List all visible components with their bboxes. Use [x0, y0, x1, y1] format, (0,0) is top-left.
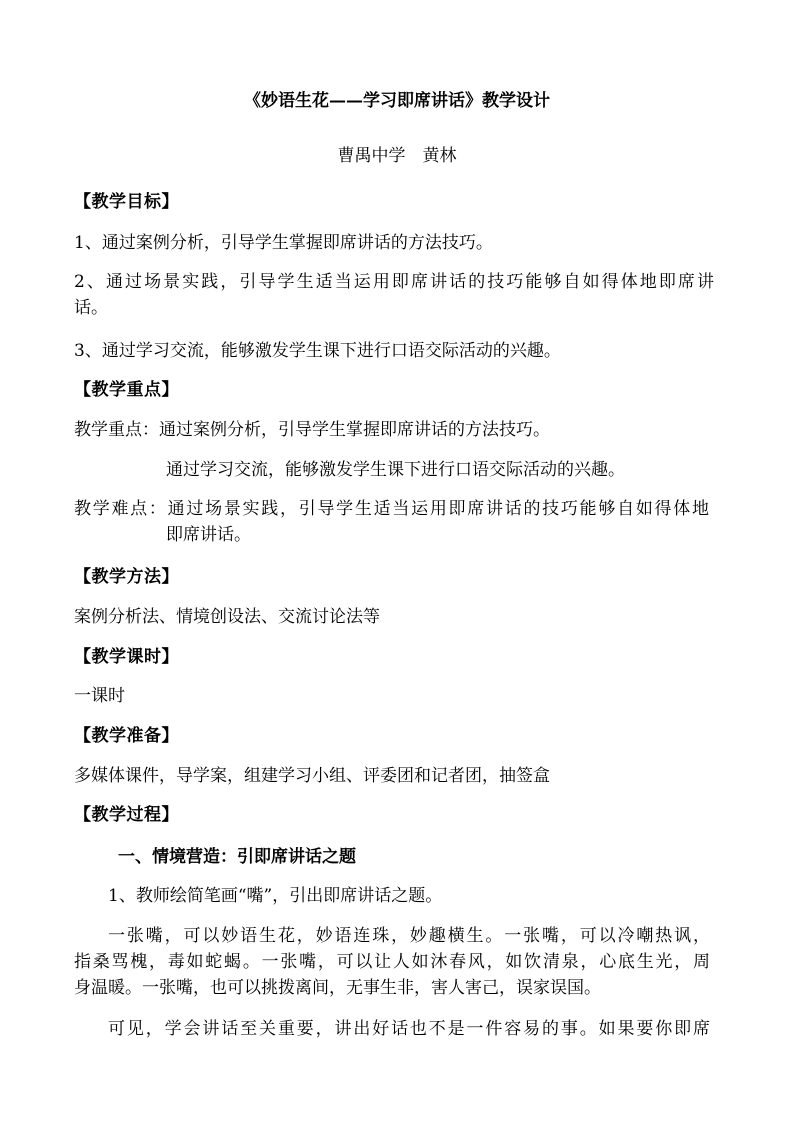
goal-2-line-1: 2、通过场景实践，引导学生适当运用即席讲话的技巧能够自如得体地即席讲 [74, 272, 714, 292]
goal-1: 1、通过案例分析，引导学生掌握即席讲话的方法技巧。 [74, 233, 493, 253]
heading-methods: 【教学方法】 [74, 567, 179, 587]
goal-2-line-2: 话。 [74, 298, 108, 318]
heading-process: 【教学过程】 [74, 805, 179, 825]
process-step-1-1: 1、教师绘简笔画“嘴”，引出即席讲话之题。 [108, 886, 443, 906]
goal-3: 3、通过学习交流，能够激发学生课下进行口语交际活动的兴趣。 [74, 341, 561, 361]
paragraph-1-line-1: 一张嘴，可以妙语生花，妙语连珠，妙趣横生。一张嘴，可以冷嘲热讽， [108, 926, 710, 946]
process-step-1: 一、情境营造：引即席讲话之题 [118, 847, 356, 867]
heading-goals: 【教学目标】 [74, 192, 179, 212]
paragraph-1-line-3: 身温暖。一张嘴，也可以挑拨离间，无事生非，害人害己，误家误国。 [74, 978, 601, 998]
key-point-1: 教学重点：通过案例分析，引导学生掌握即席讲话的方法技巧。 [74, 420, 550, 440]
difficulty-line-1: 教学难点：通过场景实践，引导学生适当运用即席讲话的技巧能够自如得体地 [74, 499, 709, 519]
methods-text: 案例分析法、情境创设法、交流讨论法等 [74, 607, 380, 627]
heading-hours: 【教学课时】 [74, 647, 179, 667]
difficulty-line-2: 即席讲话。 [166, 525, 251, 545]
key-point-2: 通过学习交流，能够激发学生课下进行口语交际活动的兴趣。 [166, 460, 625, 480]
paragraph-1-line-2: 指桑骂槐，毒如蛇蝎。一张嘴，可以让人如沐春风，如饮清泉，心底生光，周 [74, 952, 710, 972]
doc-title: 《妙语生花——学习即席讲话》教学设计 [244, 91, 550, 111]
doc-author: 曹禺中学 黄林 [337, 146, 457, 166]
preparation-text: 多媒体课件，导学案，组建学习小组、评委团和记者团，抽签盒 [74, 766, 550, 786]
hours-text: 一课时 [74, 686, 125, 706]
paragraph-2-line-1: 可见，学会讲话至关重要，讲出好话也不是一件容易的事。如果要你即席 [108, 1019, 710, 1039]
heading-preparation: 【教学准备】 [74, 726, 179, 746]
heading-key-points: 【教学重点】 [74, 380, 179, 400]
